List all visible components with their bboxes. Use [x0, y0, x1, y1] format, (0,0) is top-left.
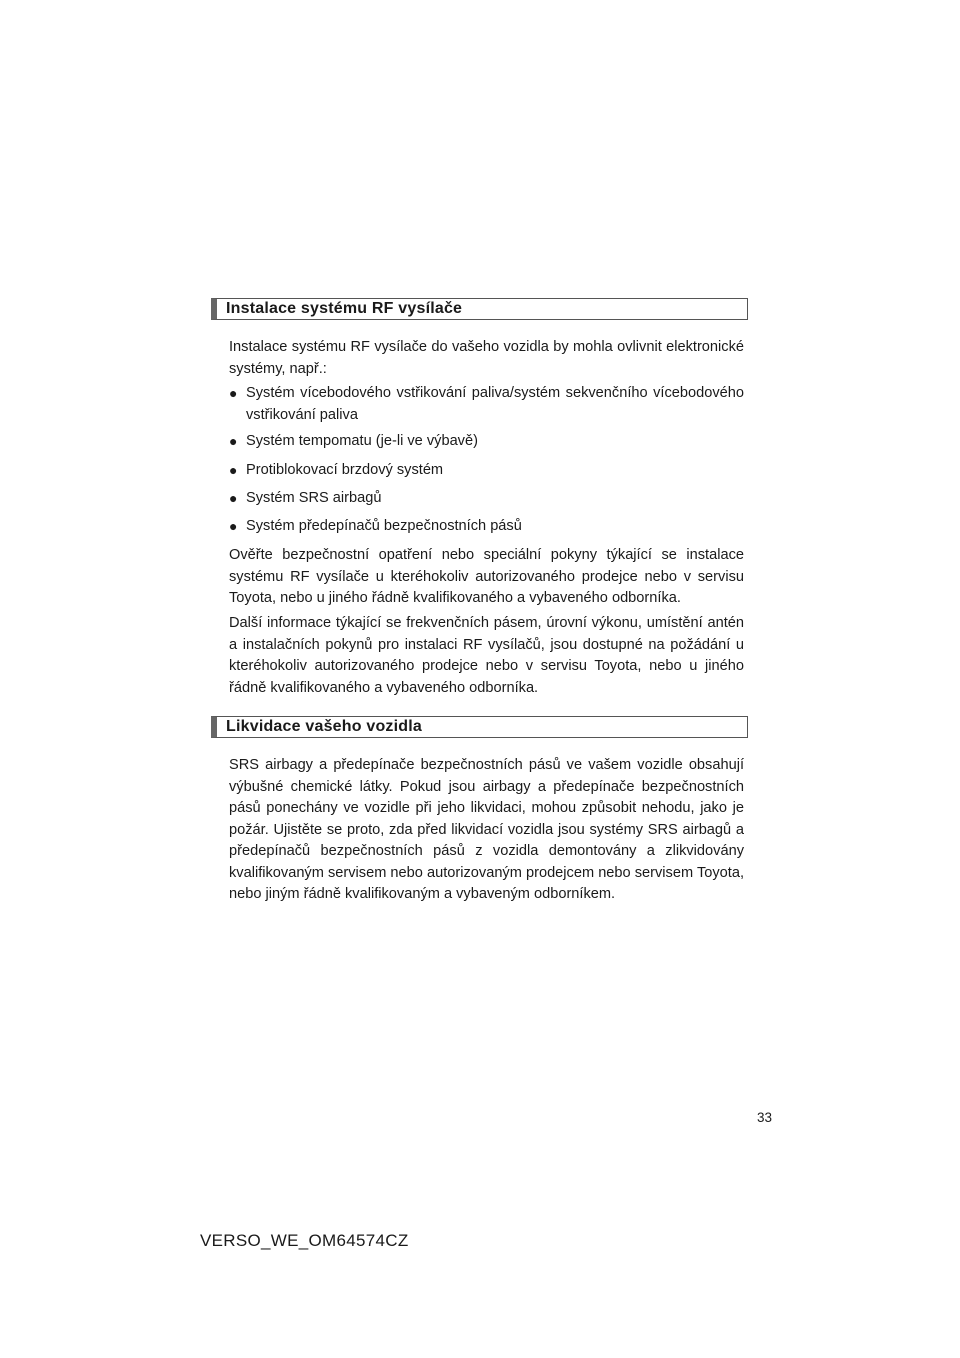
- list-item: [229, 516, 744, 538]
- bullet-icon: ●: [229, 385, 238, 401]
- page-number: 33: [757, 1110, 773, 1125]
- paragraph-more-info: Další informace týkající se frekvenčních pásem, úrovní výkonu, umístění antén a instalačních pokynů pro instalaci RF vysílačů, jsou dostupné na požádání u kteréhokoliv autorizovaného prodejce nebo v servisu Toyota, nebo u jiného řádně kvalifikovaného a vybaveného odborníka.: [229, 615, 744, 696]
- section-heading-vehicle-disposal: [211, 716, 748, 738]
- paragraph-disposal: SRS airbagy a předepínače bezpečnostních pásů ve vašem vozidle obsahují výbušné chemické látky. Pokud jsou airbagy a předepínače bezpečnostních pásů ponechány ve vozidle při jeho likvidaci, mohou způsobit nehodu, jako je požár. Ujistěte se proto, zda před likvidací vozidla jsou systémy SRS airbagů a předepínačů bezpečnostních pásů z vozidla demontovány a zlikvidovány kvalifikovaným servisem nebo autorizovaným prodejcem nebo servisem Toyota, nebo jiným řádně kvalifikovaným a vybaveným odborníkem.: [229, 757, 744, 902]
- document-code: VERSO_WE_OM64574CZ: [200, 1231, 409, 1250]
- section-heading-text: Likvidace vašeho vozidla: [226, 718, 422, 735]
- list-item-text: Systém tempomatu (je-li ve výbavě): [246, 433, 478, 449]
- section-heading-text: Instalace systému RF vysílače: [226, 300, 463, 317]
- intro-paragraph: Instalace systému RF vysílače do vašeho vozidla by mohla ovlivnit elektronické systémy, např.:: [229, 339, 744, 377]
- bullet-icon: ●: [229, 518, 238, 534]
- list-item-text: Systém předepínačů bezpečnostních pásů: [246, 518, 522, 534]
- paragraph-safety: Ověřte bezpečnostní opatření nebo speciální pokyny týkající se instalace systému RF vysílače u kteréhokoliv autorizovaného prodejce nebo v servisu Toyota, nebo u jiného řádně kvalifikovaného a vybaveného odborníka.: [229, 547, 744, 606]
- list-item-text: Systém SRS airbagů: [246, 490, 382, 506]
- list-item-text: Systém vícebodového vstřikování paliva/systém sekvenčního vícebodového vstřikování paliva: [246, 385, 744, 423]
- section-heading-rf-transmitter: [211, 298, 748, 320]
- list-item-text: Protiblokovací brzdový systém: [246, 462, 444, 478]
- list-item: [229, 488, 744, 510]
- list-item: [229, 460, 744, 482]
- bullet-icon: ●: [229, 490, 238, 506]
- bullet-icon: ●: [229, 462, 238, 478]
- list-item: [229, 431, 744, 453]
- bullet-icon: ●: [229, 433, 238, 449]
- list-item: [229, 383, 744, 426]
